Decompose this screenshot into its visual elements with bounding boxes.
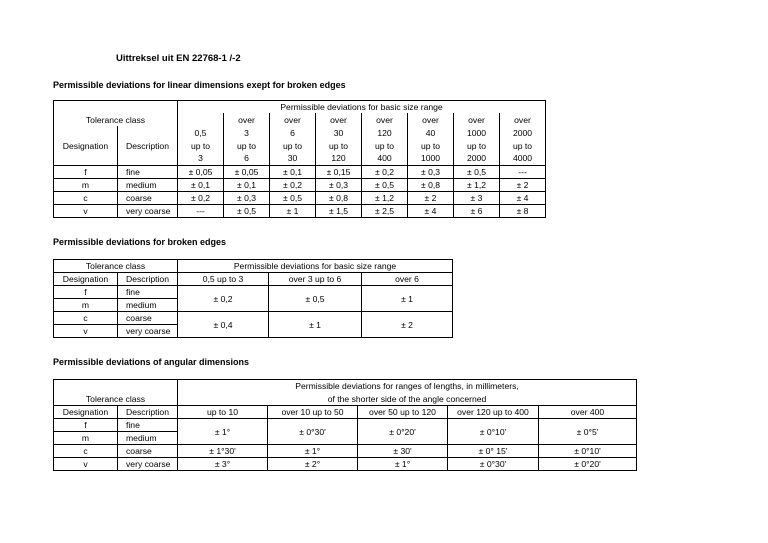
value-cell: ± 3 <box>454 191 500 204</box>
value-cell: ± 0,5 <box>269 286 362 312</box>
broken-header-range: Permissible deviations for basic size range <box>178 260 453 273</box>
col-bottom: 1000 <box>408 152 454 165</box>
value-cell: ± 0,05 <box>178 165 224 178</box>
linear-section-title: Permissible deviations for linear dimensions exept for broken edges <box>53 80 346 90</box>
value-cell: ± 2 <box>500 178 546 191</box>
col-mid: 2000 <box>500 126 546 139</box>
col-mid2: up to <box>362 139 408 152</box>
col-bottom: 6 <box>224 152 270 165</box>
table-row <box>54 191 546 204</box>
value-cell: ± 1°30' <box>178 445 268 458</box>
value-cell: ± 1° <box>268 445 358 458</box>
col-top: over <box>224 113 270 126</box>
value-cell: --- <box>178 204 224 217</box>
angular-header-designation: Designation <box>54 406 118 419</box>
value-cell: ± 0,2 <box>178 286 269 312</box>
broken-col-header: over 3 up to 6 <box>269 273 362 286</box>
description-cell: medium <box>118 299 178 312</box>
value-cell: ± 0° 15' <box>448 445 539 458</box>
angular-col-header: over 10 up to 50 <box>268 406 358 419</box>
value-cell: ± 0,1 <box>178 178 224 191</box>
col-mid2: up to <box>316 139 362 152</box>
angular-col-header: over 50 up to 120 <box>358 406 448 419</box>
col-top: over <box>500 113 546 126</box>
col-top: over <box>362 113 408 126</box>
description-cell: very coarse <box>118 458 178 471</box>
table-row <box>54 165 546 178</box>
description-cell: fine <box>118 286 178 299</box>
value-cell: ± 0,2 <box>178 191 224 204</box>
value-cell: ± 0,05 <box>224 165 270 178</box>
col-top: over <box>270 113 316 126</box>
value-cell: ± 0,8 <box>408 178 454 191</box>
value-cell: ± 0,5 <box>454 165 500 178</box>
table-row <box>54 286 453 299</box>
col-mid2: up to <box>224 139 270 152</box>
angular-header-tolerance: Tolerance class <box>54 393 178 406</box>
value-cell: ± 1,2 <box>362 191 408 204</box>
angular-section-title: Permissible deviations of angular dimensions <box>53 357 250 367</box>
col-mid: 120 <box>362 126 408 139</box>
angular-header-range-line2: of the shorter side of the angle concerned <box>178 393 637 406</box>
col-top: over <box>316 113 362 126</box>
table-row <box>54 312 453 325</box>
value-cell: ± 4 <box>408 204 454 217</box>
value-cell: ± 0°30' <box>448 458 539 471</box>
col-mid2: up to <box>454 139 500 152</box>
value-cell: ± 0,2 <box>362 165 408 178</box>
value-cell: ± 0,2 <box>270 178 316 191</box>
col-mid: 30 <box>316 126 362 139</box>
designation-cell: f <box>54 165 118 178</box>
value-cell: ± 0,3 <box>224 191 270 204</box>
col-mid: 0,5 <box>178 126 224 139</box>
value-cell: --- <box>500 165 546 178</box>
col-bottom: 30 <box>270 152 316 165</box>
description-cell: medium <box>118 432 178 445</box>
angular-header-description: Description <box>118 406 178 419</box>
value-cell: ± 4 <box>500 191 546 204</box>
col-mid2: up to <box>500 139 546 152</box>
description-cell: medium <box>118 178 178 191</box>
value-cell: ± 0,5 <box>224 204 270 217</box>
value-cell: ± 6 <box>454 204 500 217</box>
angular-tolerance-table <box>53 379 637 471</box>
value-cell: ± 0°20' <box>539 458 637 471</box>
description-cell: fine <box>118 419 178 432</box>
value-cell: ± 8 <box>500 204 546 217</box>
col-mid: 40 <box>408 126 454 139</box>
broken-edges-table <box>53 259 453 338</box>
designation-cell: m <box>54 432 118 445</box>
table-row <box>54 458 637 471</box>
value-cell: ± 0,1 <box>224 178 270 191</box>
table-row <box>54 419 637 432</box>
value-cell: ± 2 <box>408 191 454 204</box>
value-cell: ± 2 <box>362 312 453 338</box>
value-cell: ± 1 <box>270 204 316 217</box>
value-cell: ± 0,3 <box>316 178 362 191</box>
designation-cell: f <box>54 286 118 299</box>
value-cell: ± 0,8 <box>316 191 362 204</box>
value-cell: ± 0°10' <box>539 445 637 458</box>
col-top <box>178 113 224 126</box>
angular-header-range-line1: Permissible deviations for ranges of lengths, in millimeters, <box>178 380 637 393</box>
designation-cell: v <box>54 204 118 217</box>
col-bottom: 4000 <box>500 152 546 165</box>
value-cell: ± 1° <box>178 419 268 445</box>
value-cell: ± 2° <box>268 458 358 471</box>
linear-header-range: Permissible deviations for basic size range <box>178 101 546 114</box>
linear-header-description: Description <box>118 139 178 152</box>
table-row <box>54 178 546 191</box>
designation-cell: c <box>54 445 118 458</box>
col-bottom: 120 <box>316 152 362 165</box>
table-row <box>54 204 546 217</box>
table-row <box>54 445 637 458</box>
description-cell: coarse <box>118 312 178 325</box>
value-cell: ± 0,5 <box>362 178 408 191</box>
value-cell: ± 2,5 <box>362 204 408 217</box>
designation-cell: c <box>54 312 118 325</box>
value-cell: ± 0°20' <box>358 419 448 445</box>
col-mid2: up to <box>408 139 454 152</box>
linear-header-tolerance: Tolerance class <box>54 113 178 126</box>
value-cell: ± 0°10' <box>448 419 539 445</box>
col-bottom: 400 <box>362 152 408 165</box>
value-cell: ± 0,3 <box>408 165 454 178</box>
value-cell: ± 0,1 <box>270 165 316 178</box>
broken-header-tolerance: Tolerance class <box>54 260 178 273</box>
value-cell: ± 0°30' <box>268 419 358 445</box>
designation-cell: v <box>54 325 118 338</box>
angular-col-header: up to 10 <box>178 406 268 419</box>
col-mid: 6 <box>270 126 316 139</box>
description-cell: very coarse <box>118 325 178 338</box>
designation-cell: m <box>54 178 118 191</box>
value-cell: ± 0,4 <box>178 312 269 338</box>
description-cell: coarse <box>118 445 178 458</box>
value-cell: ± 30' <box>358 445 448 458</box>
designation-cell: f <box>54 419 118 432</box>
angular-col-header: over 120 up to 400 <box>448 406 539 419</box>
col-mid2: up to <box>178 139 224 152</box>
broken-col-header: 0,5 up to 3 <box>178 273 269 286</box>
value-cell: ± 3° <box>178 458 268 471</box>
broken-header-description: Description <box>118 273 178 286</box>
broken-col-header: over 6 <box>362 273 453 286</box>
col-mid2: up to <box>270 139 316 152</box>
value-cell: ± 1,2 <box>454 178 500 191</box>
linear-header-designation: Designation <box>54 139 118 152</box>
col-bottom: 2000 <box>454 152 500 165</box>
col-top: over <box>408 113 454 126</box>
description-cell: fine <box>118 165 178 178</box>
value-cell: ± 1,5 <box>316 204 362 217</box>
broken-header-designation: Designation <box>54 273 118 286</box>
angular-col-header: over 400 <box>539 406 637 419</box>
description-cell: very coarse <box>118 204 178 217</box>
broken-section-title: Permissible deviations for broken edges <box>53 237 227 247</box>
col-top: over <box>454 113 500 126</box>
value-cell: ± 1 <box>269 312 362 338</box>
designation-cell: m <box>54 299 118 312</box>
description-cell: coarse <box>118 191 178 204</box>
document-title: Uittreksel uit EN 22768-1 /-2 <box>116 53 241 64</box>
linear-tolerance-table <box>53 100 546 218</box>
value-cell: ± 0°5' <box>539 419 637 445</box>
designation-cell: c <box>54 191 118 204</box>
col-bottom: 3 <box>178 152 224 165</box>
col-mid: 3 <box>224 126 270 139</box>
col-mid: 1000 <box>454 126 500 139</box>
value-cell: ± 0,15 <box>316 165 362 178</box>
value-cell: ± 1 <box>362 286 453 312</box>
designation-cell: v <box>54 458 118 471</box>
value-cell: ± 0,5 <box>270 191 316 204</box>
value-cell: ± 1° <box>358 458 448 471</box>
